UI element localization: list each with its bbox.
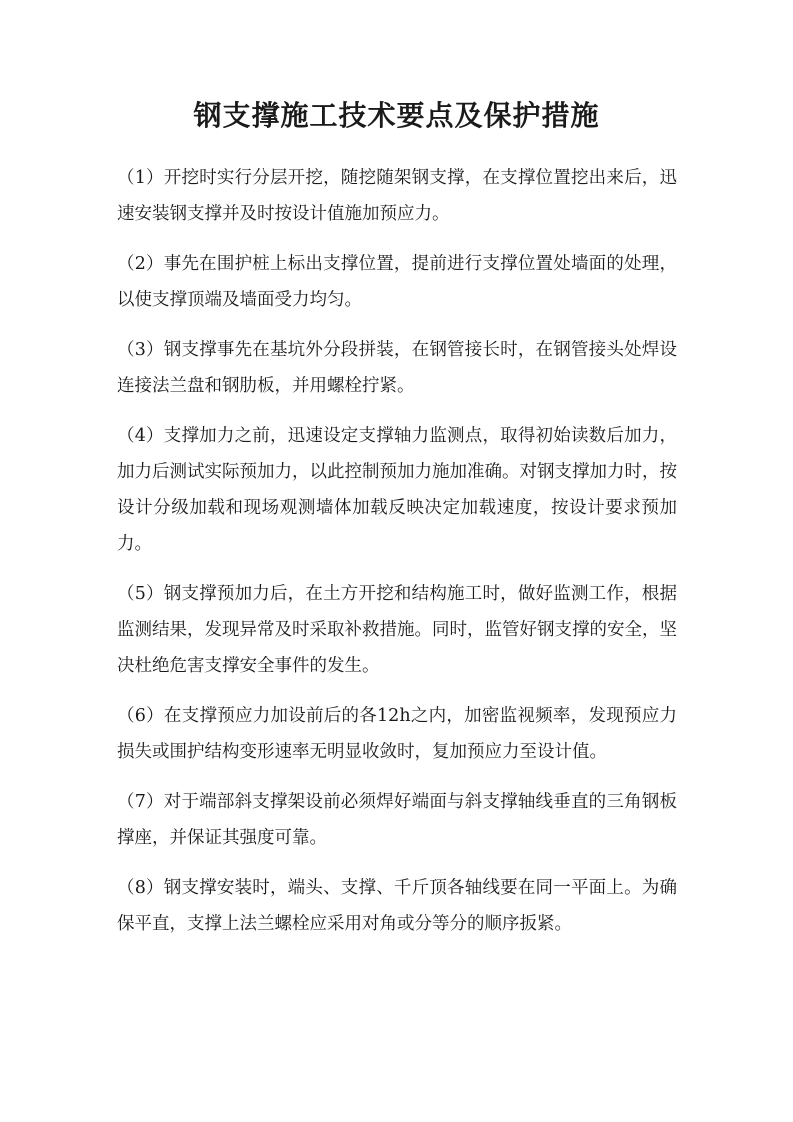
- paragraph-5: （5）钢支撑预加力后，在土方开挖和结构施工时，做好监测工作，根据监测结果，发现异常及时采取补救措施。同时，监管好钢支撑的安全，坚决杜绝危害支撑安全事件的发生。: [117, 584, 677, 676]
- paragraph-2: （2）事先在围护桩上标出支撑位置，提前进行支撑位置处墙面的处理，以使支撑顶端及墙面受力均匀。: [117, 254, 677, 310]
- paragraph-6: （6）在支撑预应力加设前后的各12h之内，加密监视频率，发现预应力损失或围护结构变形速率无明显收敛时，复加预应力至设计值。: [117, 706, 677, 762]
- paragraph-8: （8）钢支撑安装时，端头、支撑、千斤顶各轴线要在同一平面上。为确保平直，支撑上法兰螺栓应采用对角或分等分的顺序扳紧。: [117, 878, 677, 934]
- paragraph-1: （1）开挖时实行分层开挖，随挖随架钢支撑，在支撑位置挖出来后，迅速安装钢支撑并及时按设计值施加预应力。: [117, 168, 677, 224]
- document-body: [117, 160, 677, 956]
- paragraph-4: （4）支撑加力之前，迅速设定支撑轴力监测点，取得初始读数后加力，加力后测试实际预加力，以此控制预加力施加准确。对钢支撑加力时，按设计分级加载和现场观测墙体加载反映决定加载速度，按设计要求预加力。: [117, 426, 677, 554]
- paragraph-3: （3）钢支撑事先在基坑外分段拼装，在钢管接长时，在钢管接头处焊设连接法兰盘和钢肋板，并用螺栓拧紧。: [117, 340, 677, 396]
- paragraph-7: （7）对于端部斜支撑架设前必须焊好端面与斜支撑轴线垂直的三角钢板撑座，并保证其强度可靠。: [117, 792, 677, 848]
- page-title: 钢支撑施工技术要点及保护措施: [193, 99, 600, 132]
